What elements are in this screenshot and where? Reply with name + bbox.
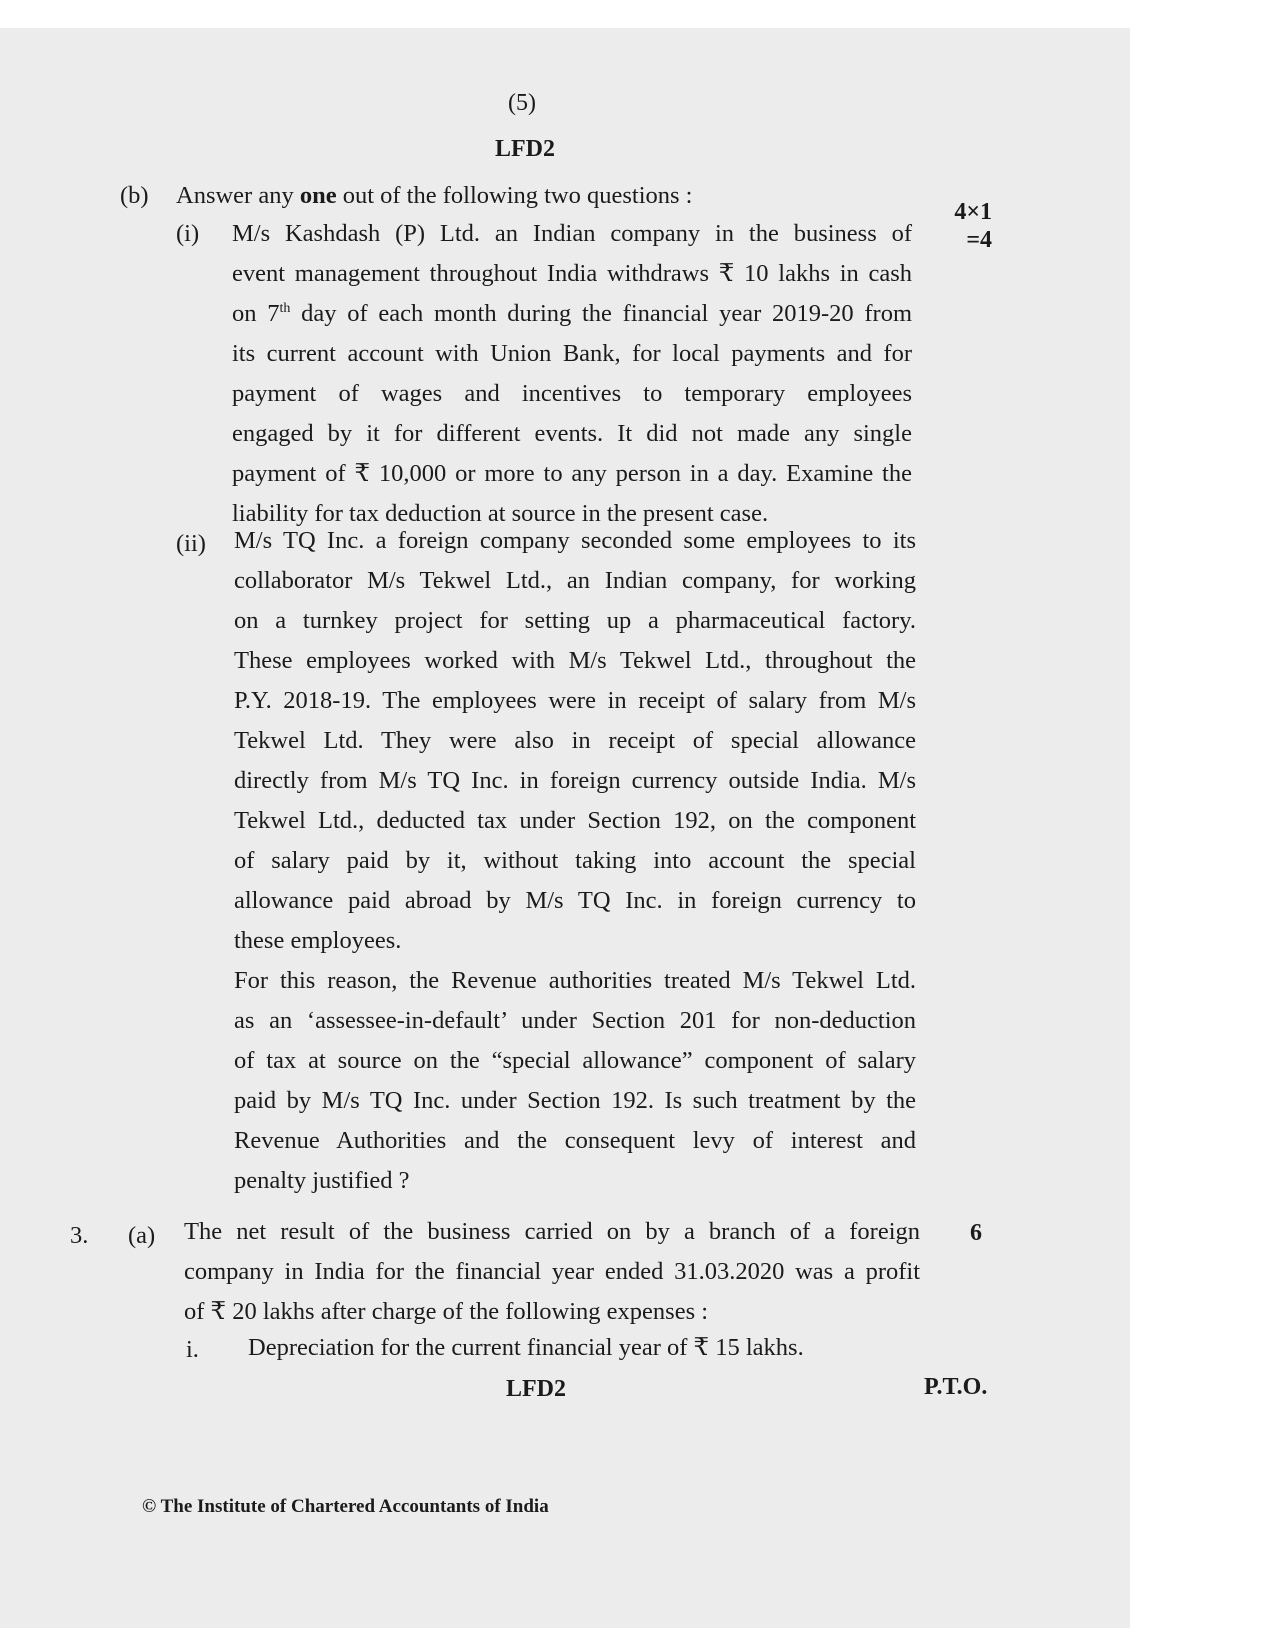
q3-item-label: i. [186,1336,199,1363]
q2-line: on a turnkey project for setting up a pharmaceutical factory. [234,607,916,634]
q2-line: of tax at source on the “special allowance” component of salary [234,1047,916,1074]
q2-line: These employees worked with M/s Tekwel Ltd., throughout the [234,647,916,674]
q1-line: engaged by it for different events. It did not made any single [232,420,912,447]
section-b-label: (b) [120,182,149,209]
q2-line: Tekwel Ltd., deducted tax under Section 192, on the component [234,807,916,834]
q1-line: M/s Kashdash (P) Ltd. an Indian company in the business of [232,220,912,247]
q3-part-label: (a) [128,1222,156,1249]
q2-line: collaborator M/s Tekwel Ltd., an Indian company, for working [234,567,916,594]
q3-text-block [184,1212,920,1332]
section-b-marks: 4×1 =4 [954,199,992,253]
q2-line: paid by M/s TQ Inc. under Section 192. Is such treatment by the [234,1087,916,1114]
q2-line: Revenue Authorities and the consequent levy of interest and [234,1127,916,1154]
q2-line: penalty justified ? [234,1167,410,1194]
q1-line-with-superscript: on 7th day of each month during the financial year 2019-20 from [232,300,912,327]
q1-text-block [232,214,912,534]
q3-item-text: Depreciation for the current financial year of ₹ 15 lakhs. [248,1334,804,1361]
q3-line: of ₹ 20 lakhs after charge of the following expenses : [184,1298,709,1325]
q2-line: For this reason, the Revenue authorities treated M/s Tekwel Ltd. [234,967,916,994]
q2-text-block [234,521,916,1201]
q2-line: of salary paid by it, without taking into account the special [234,847,916,874]
copyright-footer: © The Institute of Chartered Accountants of India [142,1496,549,1517]
q1-line: event management throughout India withdraws ₹ 10 lakhs in cash [232,260,912,287]
q3-number: 3. [70,1222,89,1249]
paper-code-header: LFD2 [495,136,555,162]
q1-line: its current account with Union Bank, for local payments and for [232,340,912,367]
q1-label: (i) [176,220,200,247]
q2-line: directly from M/s TQ Inc. in foreign currency outside India. M/s [234,767,916,794]
q2-line: allowance paid abroad by M/s TQ Inc. in foreign currency to [234,887,916,914]
q3-line: company in India for the financial year ended 31.03.2020 was a profit [184,1258,920,1285]
q1-line: payment of ₹ 10,000 or more to any person in a day. Examine the [232,460,912,487]
q2-line: Tekwel Ltd. They were also in receipt of special allowance [234,727,916,754]
q2-line: these employees. [234,927,402,954]
q2-label: (ii) [176,530,206,557]
q2-line: as an ‘assessee-in-default’ under Section 201 for non-deduction [234,1007,916,1034]
page-number: (5) [508,90,536,116]
q2-line: M/s TQ Inc. a foreign company seconded some employees to its [234,527,916,554]
q1-line: payment of wages and incentives to temporary employees [232,380,912,407]
q3-marks: 6 [970,1220,982,1246]
q2-line: P.Y. 2018-19. The employees were in receipt of salary from M/s [234,687,916,714]
q1-line: liability for tax deduction at source in the present case. [232,500,769,527]
paper-code-footer: LFD2 [506,1376,566,1402]
q3-line: The net result of the business carried on by a branch of a foreign [184,1218,920,1245]
pto-label: P.T.O. [924,1374,988,1400]
section-b-intro: Answer any one out of the following two questions : [176,182,693,209]
